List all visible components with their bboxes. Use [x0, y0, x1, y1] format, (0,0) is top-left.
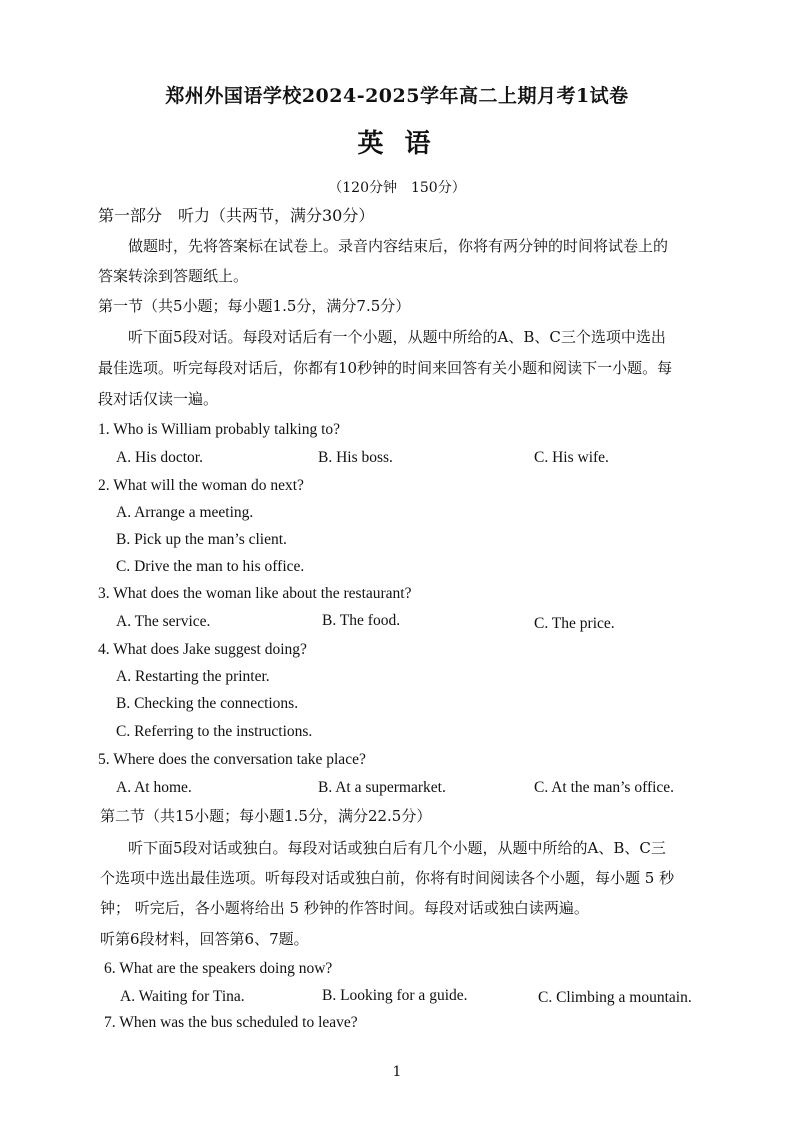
- question-4-option-a: A. Restarting the printer.: [116, 668, 270, 685]
- question-7-stem: 7. When was the bus scheduled to leave?: [104, 1014, 358, 1031]
- section2-instr-line3: 钟； 听完后，各小题将给出 5 秒钟的作答时间。每段对话或独白读两遍。: [100, 899, 589, 917]
- question-6-option-a: A. Waiting for Tina.: [120, 988, 245, 1005]
- question-2-option-c: C. Drive the man to his office.: [116, 558, 305, 575]
- part1-heading: 第一部分 听力（共两节，满分30分）: [98, 206, 375, 225]
- section2-instr-line2: 个选项中选出最佳选项。听每段对话或独白前，你将有时间阅读各个小题，每小题 5 秒: [100, 869, 675, 887]
- question-3-option-b: B. The food.: [322, 612, 401, 629]
- question-2-option-a: A. Arrange a meeting.: [116, 504, 254, 521]
- section1-instr-line3: 段对话仅读一遍。: [98, 390, 219, 408]
- question-3-option-c: C. The price.: [534, 615, 615, 632]
- question-1-option-b: B. His boss.: [318, 449, 393, 466]
- question-4-option-b: B. Checking the connections.: [116, 695, 299, 712]
- section1-instr-line2: 最佳选项。听完每段对话后，你都有10秒钟的时间来回答有关小题和阅读下一小题。每: [98, 359, 673, 377]
- section2-heading: 第二节（共15小题；每小题1.5分，满分22.5分）: [100, 807, 432, 825]
- question-5-option-b: B. At a supermarket.: [318, 779, 446, 796]
- section1-heading: 第一节（共5小题；每小题1.5分，满分7.5分）: [98, 297, 411, 315]
- question-5-option-c: C. At the man’s office.: [534, 779, 675, 796]
- question-4-stem: 4. What does Jake suggest doing?: [98, 641, 307, 658]
- question-1-option-c: C. His wife.: [534, 449, 609, 466]
- exam-title: 郑州外国语学校2024-2025学年高二上期月考1试卷: [165, 85, 629, 107]
- question-1-stem: 1. Who is William probably talking to?: [98, 421, 341, 438]
- material-6-instruction: 听第6段材料，回答第6、7题。: [100, 930, 309, 948]
- question-5-option-a: A. At home.: [116, 779, 192, 796]
- question-1-option-a: A. His doctor.: [116, 449, 203, 466]
- question-3-stem: 3. What does the woman like about the restaurant?: [98, 585, 412, 602]
- page-number: 1: [392, 1064, 402, 1080]
- question-6-stem: 6. What are the speakers doing now?: [104, 960, 333, 977]
- part1-intro-line1: 做题时，先将答案标在试卷上。录音内容结束后，你将有两分钟的时间将试卷上的: [128, 237, 669, 255]
- question-4-option-c: C. Referring to the instructions.: [116, 723, 313, 740]
- question-2-option-b: B. Pick up the man’s client.: [116, 531, 287, 548]
- section1-instr-line1: 听下面5段对话。每段对话后有一个小题，从题中所给的A、B、C三个选项中选出: [128, 328, 666, 346]
- part1-intro-line2: 答案转涂到答题纸上。: [98, 267, 249, 285]
- question-6-option-c: C. Climbing a mountain.: [538, 989, 692, 1006]
- question-6-option-b: B. Looking for a guide.: [322, 987, 468, 1004]
- section2-instr-line1: 听下面5段对话或独白。每段对话或独白后有几个小题，从题中所给的A、B、C三: [128, 839, 666, 857]
- question-2-stem: 2. What will the woman do next?: [98, 477, 304, 494]
- question-3-option-a: A. The service.: [116, 613, 211, 630]
- subject-title: 英 语: [357, 129, 437, 159]
- question-5-stem: 5. Where does the conversation take place?: [98, 751, 366, 768]
- exam-duration-score: （120分钟 150分）: [328, 180, 466, 196]
